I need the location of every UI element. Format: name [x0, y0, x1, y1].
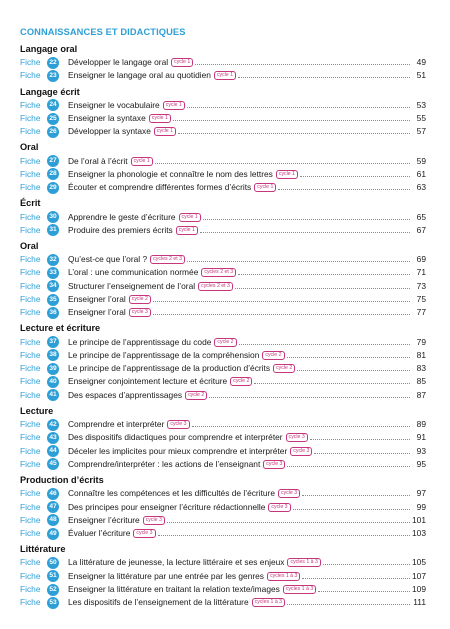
entry-title: Qu’est-ce que l’oral ? — [68, 254, 148, 265]
dot-leader — [278, 189, 410, 190]
toc-entry[interactable] — [20, 445, 426, 458]
toc-entry[interactable] — [20, 210, 426, 223]
page-number: 95 — [416, 458, 426, 469]
fiche-number-circle: 27 — [47, 155, 59, 167]
page-number: 109 — [412, 584, 426, 595]
entry-title: La littérature de jeunesse, la lecture littéraire et ses enjeux — [68, 557, 285, 568]
dot-leader — [158, 535, 410, 536]
page-number: 93 — [416, 445, 426, 456]
entry-title: Enseigner l’écriture — [68, 514, 140, 525]
dot-leader — [293, 509, 410, 510]
fiche-label: Fiche — [20, 570, 41, 581]
entry-title: Le principe de l’apprentissage de la production d’écrits — [68, 363, 271, 374]
page-number: 65 — [416, 211, 426, 222]
toc-entry[interactable] — [20, 583, 426, 596]
fiche-number-circle: 40 — [47, 376, 59, 388]
page-number: 69 — [416, 254, 426, 265]
entry-title: Structurer l’enseignement de l’oral — [68, 280, 196, 291]
section-title: Production d’écrits — [20, 475, 104, 486]
cycle-badge: cycle 3 — [286, 433, 308, 442]
cycle-badge: cycle 1 — [176, 226, 198, 235]
fiche-label: Fiche — [20, 514, 41, 525]
entry-title: Déceler les implicites pour mieux comprendre et interpréter — [68, 445, 288, 456]
dot-leader — [300, 176, 410, 177]
section-title: Oral — [20, 142, 39, 153]
toc-entry[interactable] — [20, 224, 426, 237]
cycle-badge: cycle 1 — [214, 71, 236, 80]
toc-entry[interactable] — [20, 125, 426, 138]
cycle-badge: cycles 2 et 3 — [198, 282, 233, 291]
toc-entry[interactable] — [20, 69, 426, 82]
cycle-badge: cycles 2 et 3 — [150, 255, 185, 264]
entry-title: Produire des premiers écrits — [68, 224, 173, 235]
page-number: 49 — [416, 57, 426, 68]
fiche-number-circle: 35 — [47, 294, 59, 306]
cycle-badge: cycle 3 — [129, 308, 151, 317]
fiche-label: Fiche — [20, 528, 41, 539]
fiche-label: Fiche — [20, 488, 41, 499]
section-title: Langage oral — [20, 44, 78, 54]
section-title: Lecture — [20, 405, 54, 416]
cycle-badge: cycle 2 — [273, 364, 295, 373]
fiche-number-circle: 43 — [47, 432, 59, 444]
fiche-number-circle: 47 — [47, 501, 59, 513]
fiche-number-circle: 22 — [47, 57, 59, 69]
dot-leader — [297, 370, 410, 371]
entry-title: Développer le langage oral — [68, 57, 169, 68]
entry-title: Enseigner le vocabulaire — [68, 99, 160, 110]
entry-title: Enseigner l’oral — [68, 294, 126, 304]
fiche-label: Fiche — [20, 267, 41, 278]
toc-entry[interactable] — [20, 280, 426, 293]
page-number: 83 — [416, 363, 426, 374]
cycle-badge: cycle 3 — [263, 460, 285, 469]
entry-title: Comprendre et interpréter — [68, 419, 165, 430]
dot-leader — [153, 314, 410, 315]
cycle-badge: cycle 3 — [278, 489, 300, 498]
cycle-badge: cycle 2 — [129, 295, 151, 304]
entry-title: Comprendre/interpréter : les actions de l’enseignant — [68, 458, 261, 469]
cycle-badge: cycle 1 — [171, 58, 193, 67]
fiche-label: Fiche — [20, 182, 41, 193]
fiche-number-circle: 36 — [47, 307, 59, 319]
dot-leader — [155, 163, 410, 164]
dot-leader — [187, 261, 410, 262]
toc-entry[interactable] — [20, 253, 426, 266]
dot-leader — [287, 604, 410, 605]
entry-title: Enseigner conjointement lecture et écriture — [68, 376, 228, 387]
fiche-label: Fiche — [20, 294, 41, 304]
fiche-label: Fiche — [20, 307, 41, 318]
page-number: 105 — [412, 557, 426, 568]
fiche-label: Fiche — [20, 70, 41, 81]
fiche-number-circle: 46 — [47, 488, 59, 500]
fiche-number-circle: 25 — [47, 113, 59, 125]
fiche-label: Fiche — [20, 363, 41, 374]
page-number: 75 — [416, 294, 426, 304]
toc-entry[interactable] — [20, 349, 426, 362]
fiche-label: Fiche — [20, 57, 41, 68]
dot-leader — [209, 397, 410, 398]
fiche-number-circle: 37 — [47, 336, 59, 348]
entry-title: Des espaces d’apprentissages — [68, 389, 183, 400]
cycle-badge: cycle 1 — [276, 170, 298, 179]
toc-entry[interactable] — [20, 556, 426, 569]
page-number: 61 — [416, 168, 426, 179]
page-number: 57 — [416, 126, 426, 137]
page-number: 103 — [412, 528, 426, 539]
entry-title: Écouter et comprendre différentes formes d’écrits — [68, 182, 252, 193]
cycle-badge: cycles 1 à 3 — [283, 585, 316, 594]
fiche-number-circle: 44 — [47, 445, 59, 457]
fiche-label: Fiche — [20, 389, 41, 400]
dot-leader — [287, 466, 410, 467]
cycle-badge: cycle 1 — [149, 114, 171, 123]
entry-title: Enseigner la littérature en traitant la relation texte/images — [68, 584, 280, 595]
cycle-badge: cycle 2 — [185, 391, 207, 400]
fiche-number-circle: 31 — [47, 224, 59, 236]
fiche-number-circle: 50 — [47, 557, 59, 569]
cycle-badge: cycle 1 — [154, 127, 176, 136]
cycle-badge: cycle 1 — [179, 213, 201, 222]
fiche-number-circle: 48 — [47, 514, 59, 526]
toc-entry[interactable] — [20, 375, 426, 388]
page-number: 97 — [416, 488, 426, 499]
dot-leader — [153, 301, 410, 302]
fiche-number-circle: 41 — [47, 389, 59, 401]
toc-entry[interactable] — [20, 431, 426, 444]
dot-leader — [167, 522, 410, 523]
cycle-badge: cycle 1 — [131, 157, 153, 166]
toc-entry[interactable] — [20, 514, 426, 527]
toc-entry[interactable] — [20, 154, 426, 167]
toc-entry[interactable] — [20, 306, 426, 319]
fiche-number-circle: 51 — [47, 570, 59, 582]
fiche-label: Fiche — [20, 99, 41, 110]
fiche-label: Fiche — [20, 155, 41, 166]
cycle-badge: cycles 1 à 3 — [252, 598, 285, 607]
dot-leader — [287, 357, 410, 358]
dot-leader — [192, 426, 410, 427]
entry-title: Enseigner la phonologie et connaître le nom des lettres — [68, 168, 273, 179]
dot-leader — [310, 439, 410, 440]
entry-title: Enseigner la syntaxe — [68, 113, 146, 124]
fiche-number-circle: 38 — [47, 349, 59, 361]
dot-leader — [254, 383, 410, 384]
toc-entry[interactable] — [20, 500, 426, 513]
cycle-badge: cycle 2 — [230, 377, 252, 386]
page-number: 53 — [416, 99, 426, 110]
table-of-contents — [20, 43, 426, 610]
toc-entry[interactable] — [20, 181, 426, 194]
fiche-label: Fiche — [20, 557, 41, 568]
fiche-label: Fiche — [20, 336, 41, 347]
toc-entry[interactable] — [20, 527, 426, 540]
entry-title: Enseigner le langage oral au quotidien — [68, 70, 211, 81]
page-number: 85 — [416, 376, 426, 387]
entry-title: Développer la syntaxe — [68, 126, 151, 137]
dot-leader — [323, 564, 410, 565]
page-number: 79 — [416, 336, 426, 347]
fiche-number-circle: 49 — [47, 528, 59, 540]
entry-title: Connaître les compétences et les difficultés de l’écriture — [68, 488, 275, 499]
page-number: 99 — [416, 501, 426, 512]
cycle-badge: cycles 2 et 3 — [201, 268, 236, 277]
fiche-label: Fiche — [20, 584, 41, 595]
toc-entry[interactable] — [20, 389, 426, 402]
fiche-label: Fiche — [20, 224, 41, 235]
toc-entry[interactable] — [20, 487, 426, 500]
entry-title: Enseigner la littérature par une entrée par les genres — [68, 570, 264, 581]
fiche-number-circle: 39 — [47, 363, 59, 375]
entry-title: Le principe de l’apprentissage du code — [68, 336, 212, 347]
toc-entry[interactable] — [20, 570, 426, 583]
section-title: Oral — [20, 240, 39, 251]
fiche-label: Fiche — [20, 349, 41, 360]
cycle-badge: cycle 3 — [143, 516, 165, 525]
toc-entry[interactable] — [20, 112, 426, 125]
page-number: 59 — [416, 155, 426, 166]
entry-title: Apprendre le geste d’écriture — [68, 211, 176, 222]
fiche-label: Fiche — [20, 445, 41, 456]
cycle-badge: cycle 3 — [167, 420, 189, 429]
toc-entry[interactable] — [20, 168, 426, 181]
fiche-number-circle: 32 — [47, 254, 59, 266]
fiche-label: Fiche — [20, 458, 41, 469]
cycle-badge: cycle 3 — [268, 503, 290, 512]
page-number: 101 — [412, 514, 426, 525]
entry-title: Des dispositifs didactiques pour comprendre et interpréter — [68, 432, 283, 443]
dot-leader — [239, 344, 410, 345]
toc-entry[interactable] — [20, 418, 426, 431]
fiche-number-circle: 45 — [47, 458, 59, 470]
fiche-number-circle: 30 — [47, 211, 59, 223]
page-number: 71 — [416, 267, 426, 278]
fiche-number-circle: 53 — [47, 597, 59, 609]
cycle-badge: cycle 1 — [254, 183, 276, 192]
dot-leader — [238, 77, 410, 78]
section-title: Littérature — [20, 544, 66, 555]
dot-leader — [195, 64, 410, 65]
page-number: 73 — [416, 280, 426, 291]
fiche-number-circle: 29 — [47, 182, 59, 194]
fiche-label: Fiche — [20, 126, 41, 137]
entry-title: De l’oral à l’écrit — [68, 155, 128, 166]
fiche-label: Fiche — [20, 419, 41, 430]
dot-leader — [203, 219, 410, 220]
toc-entry[interactable] — [20, 335, 426, 348]
cycle-badge: cycle 1 — [163, 101, 185, 110]
fiche-label: Fiche — [20, 501, 41, 512]
toc-entry[interactable] — [20, 596, 426, 609]
fiche-number-circle: 33 — [47, 267, 59, 279]
fiche-number-circle: 34 — [47, 280, 59, 292]
entry-title: Les dispositifs de l’enseignement de la littérature — [68, 597, 249, 608]
fiche-label: Fiche — [20, 597, 41, 608]
page-number: 87 — [416, 389, 426, 400]
section-title: Écrit — [20, 198, 41, 209]
toc-entry[interactable] — [20, 458, 426, 471]
page-number: 91 — [416, 432, 426, 443]
dot-leader — [173, 120, 410, 121]
fiche-number-circle: 26 — [47, 126, 59, 138]
dot-leader — [187, 107, 410, 108]
section-title: Lecture et écriture — [20, 323, 101, 334]
dot-leader — [178, 133, 410, 134]
fiche-number-circle: 28 — [47, 168, 59, 180]
dot-leader — [302, 495, 410, 496]
toc-entry[interactable] — [20, 56, 426, 69]
fiche-number-circle: 42 — [47, 419, 59, 431]
page-number: 55 — [416, 113, 426, 124]
page-number: 77 — [416, 307, 426, 318]
cycle-badge: cycle 3 — [133, 529, 155, 538]
fiche-label: Fiche — [20, 211, 41, 222]
fiche-label: Fiche — [20, 254, 41, 265]
cycle-badge: cycle 3 — [290, 447, 312, 456]
page-number: 89 — [416, 419, 426, 430]
fiche-label: Fiche — [20, 113, 41, 124]
entry-title: L’oral : une communication normée — [68, 267, 199, 278]
fiche-label: Fiche — [20, 376, 41, 387]
toc-entry[interactable] — [20, 362, 426, 375]
entry-title: Évaluer l’écriture — [68, 528, 131, 539]
page-number: 63 — [416, 182, 426, 193]
page-number: 111 — [413, 597, 426, 608]
fiche-label: Fiche — [20, 280, 41, 291]
entry-title: Enseigner l’oral — [68, 307, 126, 318]
page-number: 107 — [412, 570, 426, 581]
fiche-label: Fiche — [20, 432, 41, 443]
entry-title: Le principe de l’apprentissage de la compréhension — [68, 349, 260, 360]
toc-entry[interactable] — [20, 99, 426, 112]
dot-leader — [200, 232, 410, 233]
fiche-number-circle: 23 — [47, 70, 59, 82]
cycle-badge: cycle 2 — [214, 338, 236, 347]
page-title: CONNAISSANCES ET DIDACTIQUES — [20, 27, 186, 37]
fiche-number-circle: 52 — [47, 584, 59, 596]
dot-leader — [238, 274, 410, 275]
cycle-badge: cycle 2 — [262, 351, 284, 360]
toc-entry[interactable] — [20, 293, 426, 306]
dot-leader — [318, 591, 410, 592]
cycle-badge: cycles 1 à 3 — [287, 558, 320, 567]
fiche-label: Fiche — [20, 168, 41, 179]
section-title: Langage écrit — [20, 86, 80, 97]
entry-title: Des principes pour enseigner l’écriture rédactionnelle — [68, 501, 266, 512]
page-number: 51 — [416, 70, 426, 81]
toc-entry[interactable] — [20, 266, 426, 279]
dot-leader — [314, 453, 410, 454]
page-number: 81 — [416, 349, 426, 360]
page-number: 67 — [416, 224, 426, 235]
fiche-number-circle: 24 — [47, 99, 59, 111]
cycle-badge: cycles 1 à 3 — [267, 572, 300, 581]
dot-leader — [235, 288, 410, 289]
dot-leader — [302, 578, 410, 579]
